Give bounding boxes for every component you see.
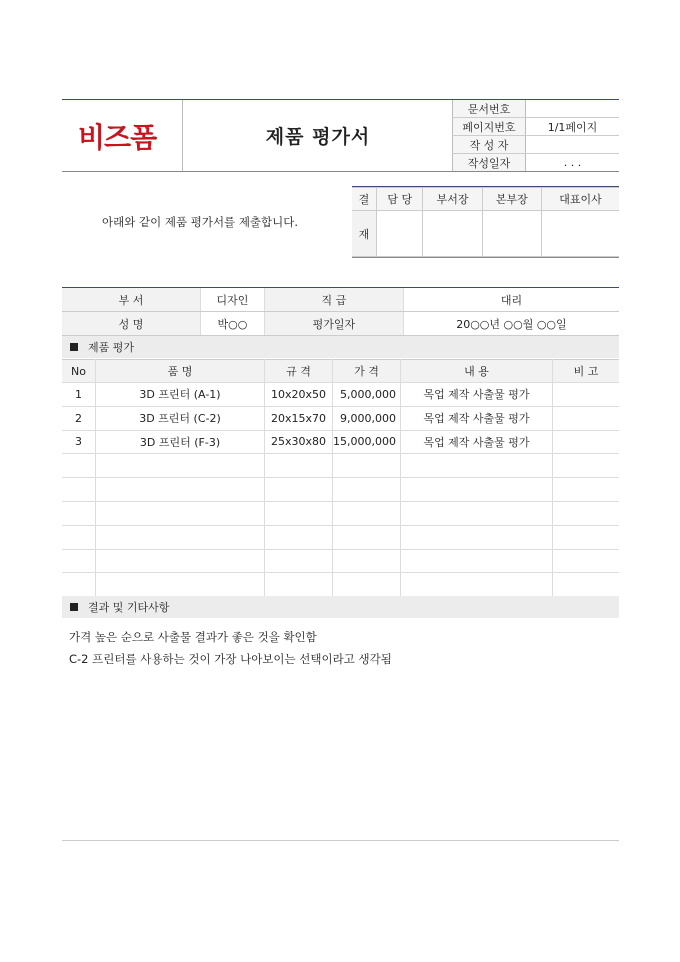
empty-cell[interactable]	[265, 478, 333, 502]
approval-role-staff: 담 당	[377, 188, 423, 211]
table-row	[62, 383, 619, 407]
approval-role-dept-head: 부서장	[423, 188, 482, 211]
empty-cell[interactable]	[96, 478, 265, 502]
result-section-title: 결과 및 기타사항	[88, 601, 170, 614]
result-note-1[interactable]: 가격 높은 순으로 사출물 결과가 좋은 것을 확인함	[69, 630, 317, 644]
square-bullet-icon	[70, 343, 78, 351]
row-content[interactable]: 목업 제작 사출물 평가	[401, 383, 553, 407]
row-price[interactable]: 9,000,000	[333, 406, 401, 430]
doc-number-label: 문서번호	[453, 100, 526, 118]
empty-cell[interactable]	[553, 549, 620, 573]
page-number-label: 페이지번호	[453, 118, 526, 136]
empty-row	[62, 525, 619, 549]
date-written-label: 작성일자	[453, 154, 526, 172]
date-written-value[interactable]: . . .	[563, 156, 582, 169]
empty-cell[interactable]	[401, 573, 553, 597]
empty-cell[interactable]	[401, 454, 553, 478]
empty-cell[interactable]	[553, 573, 620, 597]
row-name[interactable]: 3D 프린터 (C-2)	[96, 406, 265, 430]
doc-number-value[interactable]	[526, 100, 620, 118]
empty-cell[interactable]	[333, 454, 401, 478]
row-no: 1	[62, 383, 96, 407]
approval-box	[352, 186, 619, 258]
empty-row	[62, 573, 619, 597]
row-spec[interactable]: 25x30x80	[265, 430, 333, 454]
page-number-value: 1/1페이지	[526, 118, 620, 136]
eval-section-header	[62, 336, 619, 358]
empty-cell[interactable]	[553, 454, 620, 478]
row-content[interactable]: 목업 제작 사출물 평가	[401, 430, 553, 454]
rank-value[interactable]: 대리	[403, 288, 619, 312]
bizform-logo: 비즈폼	[78, 121, 157, 154]
col-spec: 규 격	[265, 360, 333, 383]
name-label: 성 명	[62, 312, 201, 336]
empty-cell[interactable]	[333, 478, 401, 502]
row-name[interactable]: 3D 프린터 (F-3)	[96, 430, 265, 454]
approval-side-top: 결	[352, 188, 377, 211]
approval-sign-dept-head[interactable]	[423, 211, 482, 257]
empty-row	[62, 549, 619, 573]
author-label: 작 성 자	[453, 136, 526, 154]
empty-row	[62, 454, 619, 478]
empty-cell[interactable]	[265, 525, 333, 549]
empty-cell[interactable]	[553, 501, 620, 525]
approval-sign-staff[interactable]	[377, 211, 423, 257]
empty-cell[interactable]	[265, 549, 333, 573]
empty-cell[interactable]	[62, 501, 96, 525]
approval-side-bottom: 재	[352, 211, 377, 257]
product-table-header	[62, 360, 619, 383]
approval-role-division-head: 본부장	[482, 188, 541, 211]
intro-text: 아래와 같이 제품 평가서를 제출합니다.	[102, 215, 299, 229]
row-content[interactable]: 목업 제작 사출물 평가	[401, 406, 553, 430]
document-header	[62, 99, 619, 172]
empty-cell[interactable]	[62, 478, 96, 502]
empty-cell[interactable]	[96, 501, 265, 525]
row-price[interactable]: 15,000,000	[333, 430, 401, 454]
row-no: 3	[62, 430, 96, 454]
empty-cell[interactable]	[333, 549, 401, 573]
approval-role-ceo: 대표이사	[541, 188, 619, 211]
approval-sign-ceo[interactable]	[541, 211, 619, 257]
document-info	[452, 100, 619, 171]
employee-info-table	[62, 287, 619, 336]
author-value[interactable]	[526, 136, 620, 154]
approval-sign-division-head[interactable]	[482, 211, 541, 257]
empty-cell[interactable]	[401, 549, 553, 573]
empty-cell[interactable]	[265, 573, 333, 597]
row-note[interactable]	[553, 406, 620, 430]
name-value[interactable]: 박○○	[201, 312, 265, 336]
table-row	[62, 430, 619, 454]
document-title: 제품 평가서	[182, 100, 453, 171]
empty-cell[interactable]	[553, 478, 620, 502]
row-name[interactable]: 3D 프린터 (A-1)	[96, 383, 265, 407]
empty-cell[interactable]	[265, 454, 333, 478]
row-no: 2	[62, 406, 96, 430]
footer-divider	[62, 840, 619, 841]
dept-label: 부 서	[62, 288, 201, 312]
col-content: 내 용	[401, 360, 553, 383]
table-row	[62, 406, 619, 430]
col-price: 가 격	[333, 360, 401, 383]
row-note[interactable]	[553, 383, 620, 407]
eval-section-title: 제품 평가	[88, 341, 135, 354]
empty-cell[interactable]	[62, 454, 96, 478]
empty-cell[interactable]	[62, 525, 96, 549]
empty-cell[interactable]	[96, 549, 265, 573]
row-spec[interactable]: 20x15x70	[265, 406, 333, 430]
empty-cell[interactable]	[96, 525, 265, 549]
empty-cell[interactable]	[333, 501, 401, 525]
result-note-2[interactable]: C-2 프린터를 사용하는 것이 가장 나아보이는 선택이라고 생각됨	[69, 652, 392, 666]
row-spec[interactable]: 10x20x50	[265, 383, 333, 407]
empty-cell[interactable]	[401, 525, 553, 549]
empty-cell[interactable]	[401, 478, 553, 502]
rank-label: 직 급	[264, 288, 403, 312]
result-section-header	[62, 596, 619, 618]
col-name: 품 명	[96, 360, 265, 383]
col-note: 비 고	[553, 360, 620, 383]
empty-cell[interactable]	[333, 525, 401, 549]
empty-cell[interactable]	[401, 501, 553, 525]
empty-cell[interactable]	[62, 549, 96, 573]
product-table	[62, 359, 619, 597]
row-price[interactable]: 5,000,000	[333, 383, 401, 407]
eval-date-label: 평가일자	[264, 312, 403, 336]
empty-row	[62, 501, 619, 525]
empty-cell[interactable]	[553, 525, 620, 549]
row-note[interactable]	[553, 430, 620, 454]
empty-cell[interactable]	[96, 573, 265, 597]
empty-cell[interactable]	[333, 573, 401, 597]
square-bullet-icon	[70, 603, 78, 611]
eval-date-value[interactable]: 20○○년 ○○월 ○○일	[403, 312, 619, 336]
empty-cell[interactable]	[96, 454, 265, 478]
empty-row	[62, 478, 619, 502]
dept-value[interactable]: 디자인	[201, 288, 265, 312]
empty-cell[interactable]	[62, 573, 96, 597]
col-no: No	[62, 360, 96, 383]
empty-cell[interactable]	[265, 501, 333, 525]
